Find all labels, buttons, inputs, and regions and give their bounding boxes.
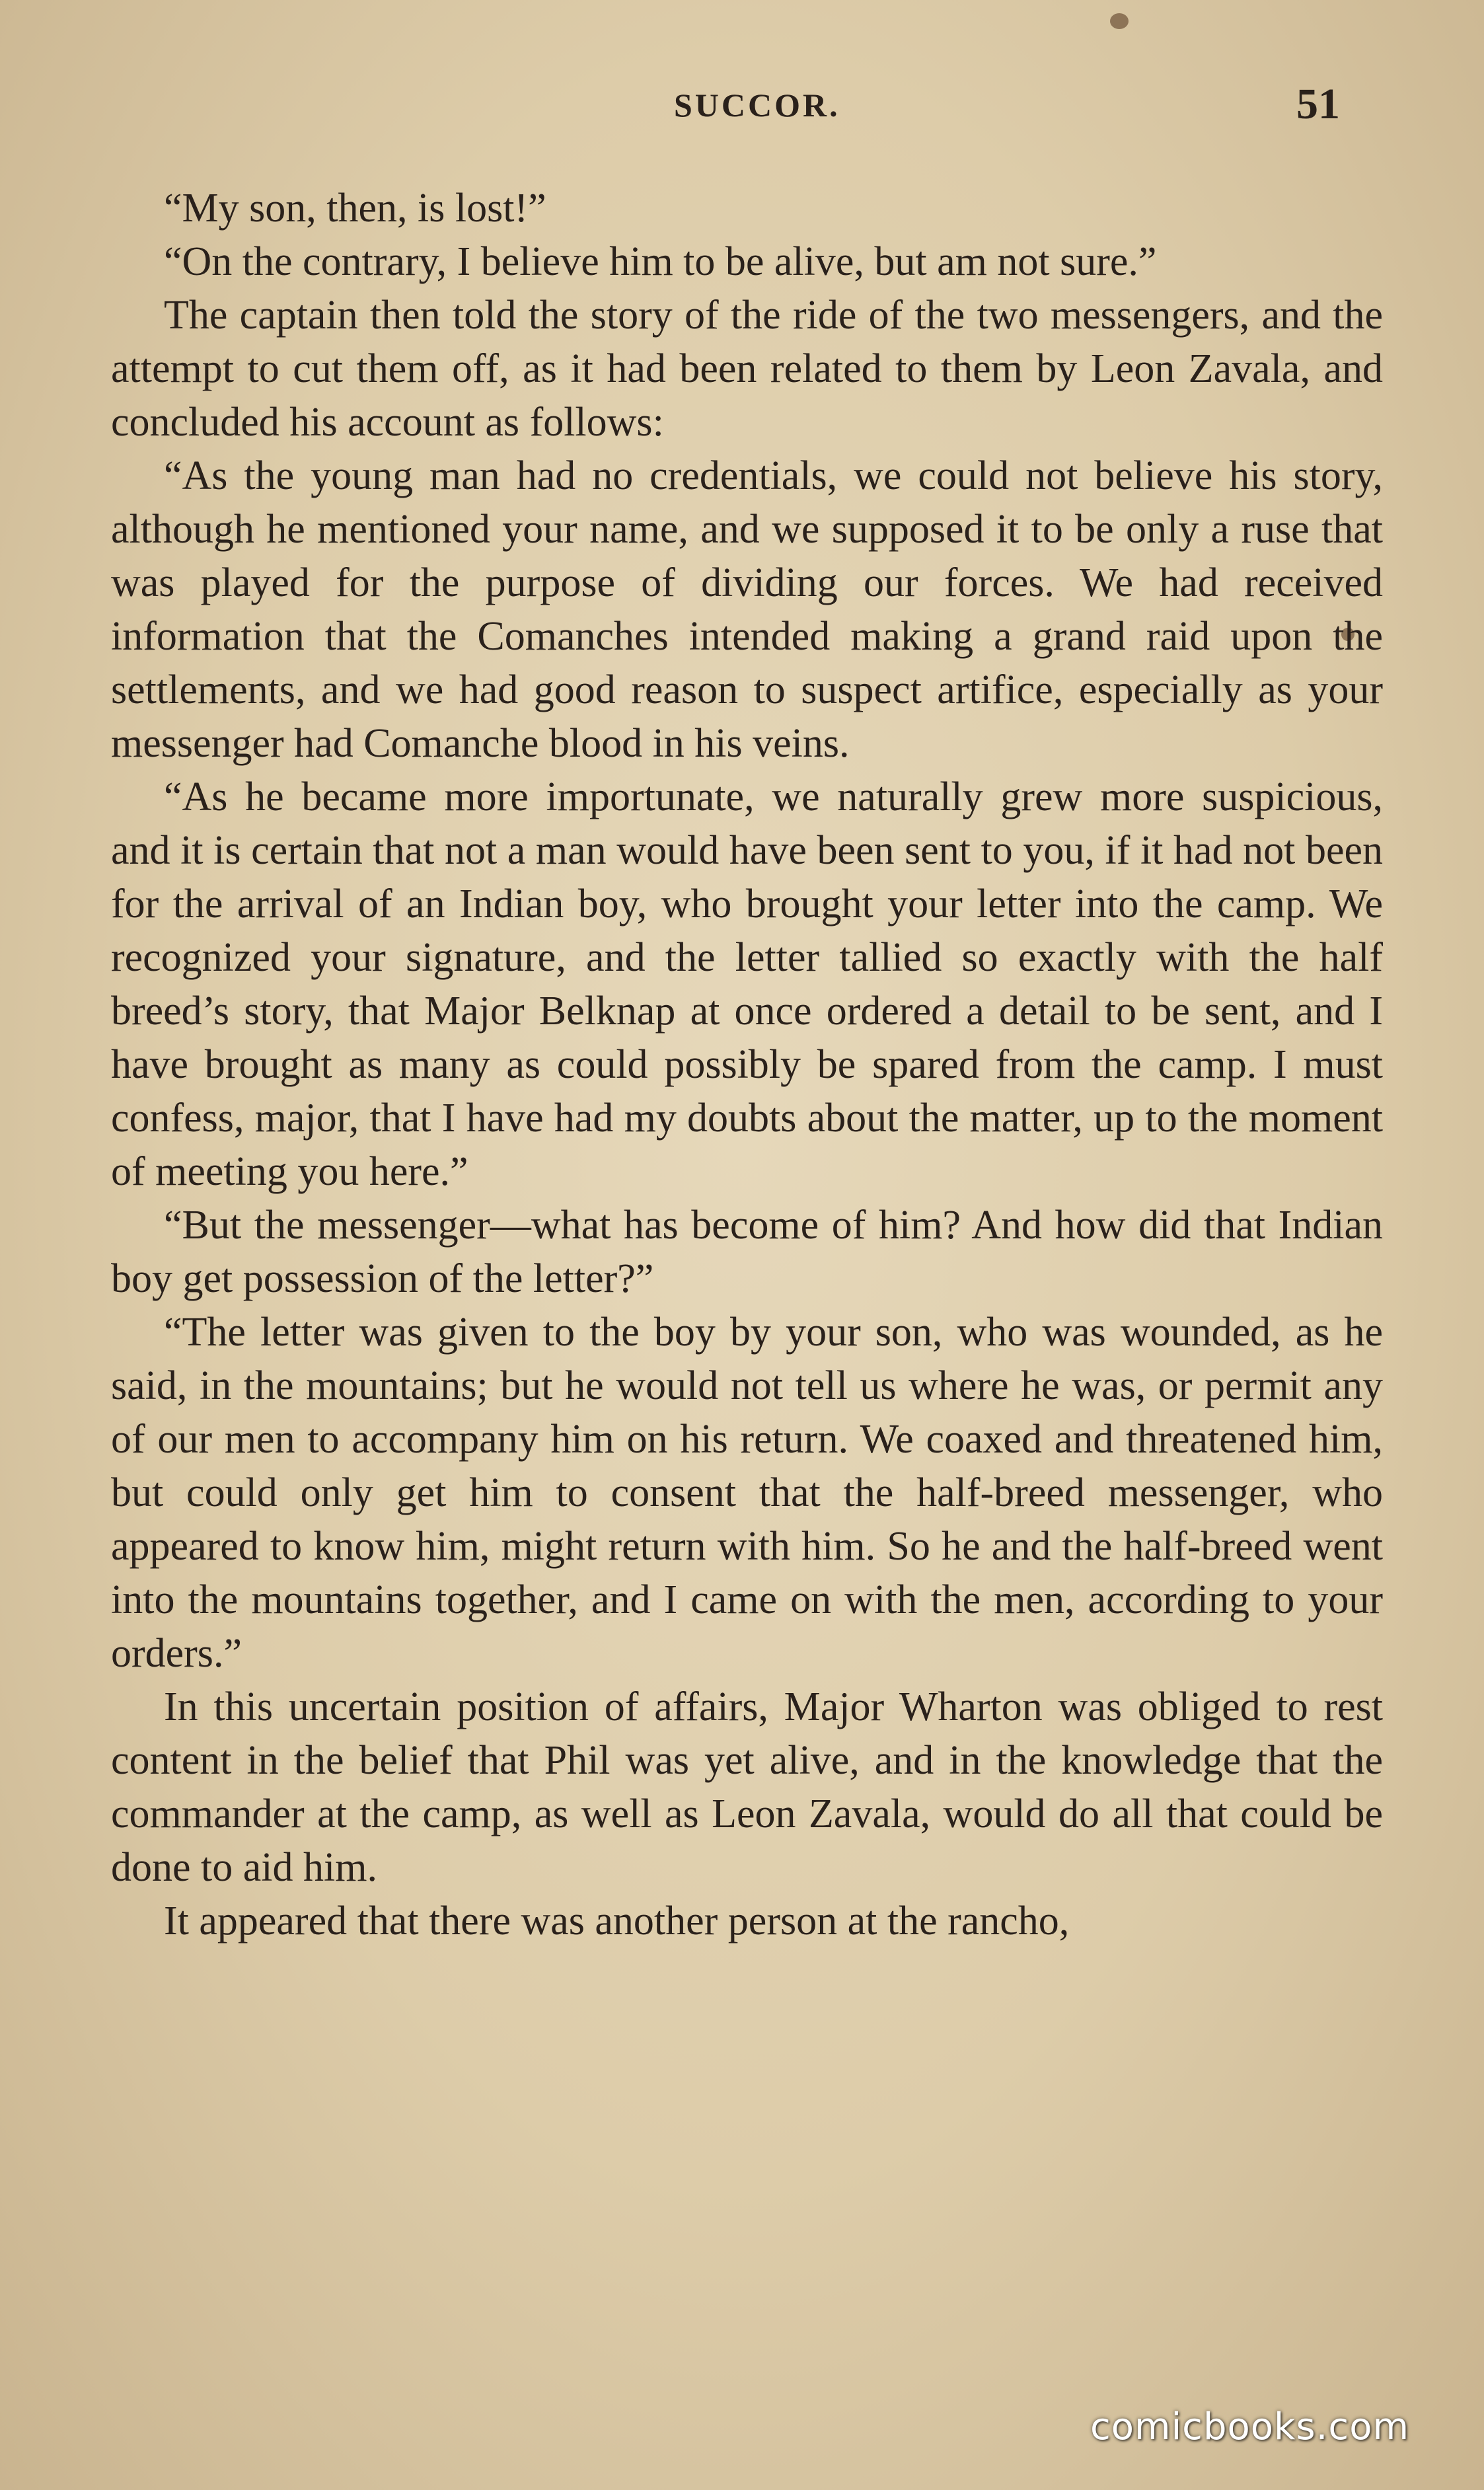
page-header [0, 79, 1484, 139]
running-head: SUCCOR. [674, 87, 840, 124]
ink-spot [1110, 13, 1129, 29]
page-number: 51 [1296, 80, 1340, 128]
paragraph: “As the young man had no credentials, we could not believe his story, although he mentioned your name, and we supposed it to be only a ruse that was played for the purpose of dividing our forces. We had received information that the Comanches intended making a grand raid upon the settlements, and we had good reason to suspect artifice, especially as your messenger had Comanche blood in his veins. [111, 453, 1383, 766]
paragraph: “On the contrary, I believe him to be alive, but am not sure.” [164, 239, 1157, 284]
watermark: comicbooks.com [1090, 2405, 1410, 2448]
paragraph: “But the messenger—what has become of him? And how did that Indian boy get possession of the letter?” [111, 1203, 1383, 1301]
paragraph: It appeared that there was another person at the rancho, [164, 1899, 1070, 1943]
paragraph: “My son, then, is lost!” [164, 186, 546, 231]
paragraph: “As he became more importunate, we naturally grew more suspicious, and it is certain that not a man would have been sent to you, if it had not been for the arrival of an Indian boy, who brought your letter into the camp. We recognized your signature, and the letter tallied so exactly with the half breed’s story, that Major Belknap at once ordered a detail to be sent, and I have brought as many as could possibly be spared from the camp. I must confess, major, that I have had my doubts about the matter, up to the moment of meeting you here.” [111, 774, 1383, 1194]
body-text [111, 182, 1383, 1948]
paragraph: The captain then told the story of the ride of the two messengers, and the attempt to cut them off, as it had been related to them by Leon Zavala, and concluded his account as follows: [111, 293, 1383, 445]
paragraph: In this uncertain position of affairs, Major Wharton was obliged to rest content in the belief that Phil was yet alive, and in the knowledge that the commander at the camp, as well as Leon Zavala, would do all that could be done to aid him. [111, 1684, 1383, 1890]
paragraph: “The letter was given to the boy by your son, who was wounded, as he said, in the mountains; but he would not tell us where he was, or permit any of our men to accompany him on his return. We coaxed and threatened him, but could only get him to consent that the half-breed messenger, who appeared to know him, might return with him. So he and the half-breed went into the mountains together, and I came on with the men, according to your orders.” [111, 1310, 1383, 1676]
